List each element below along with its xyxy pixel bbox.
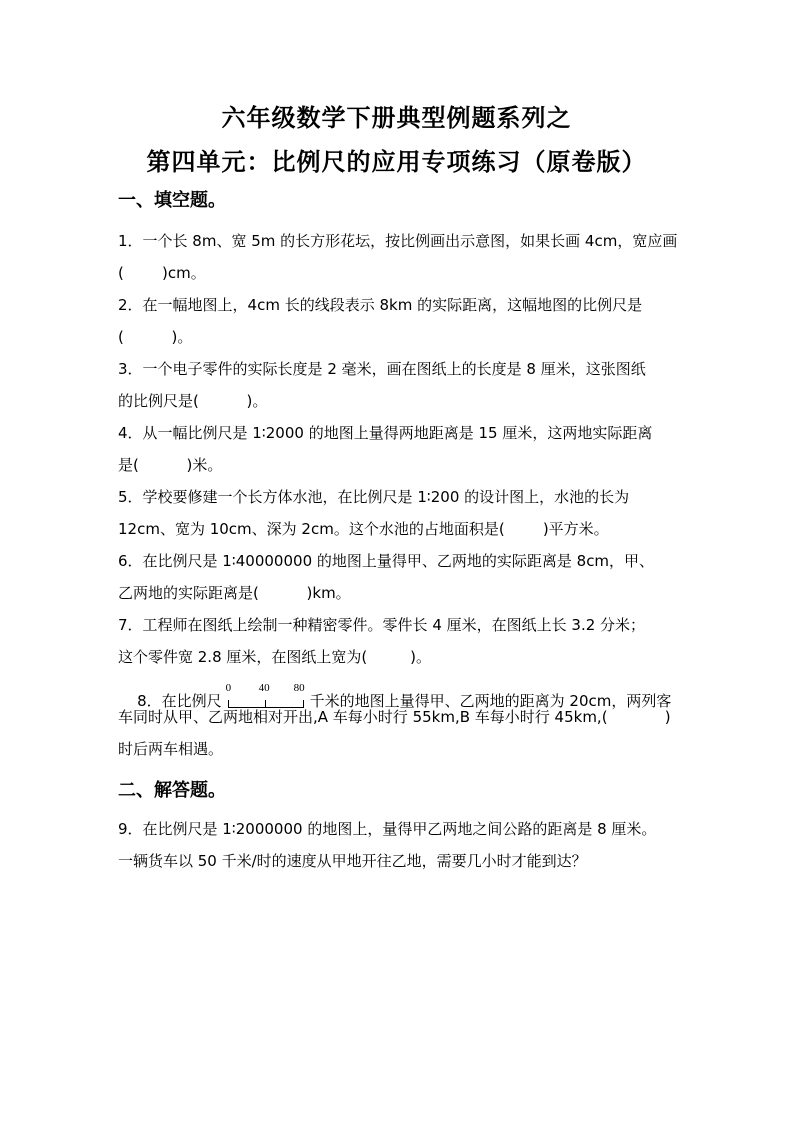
question-9-line-2: 一辆货车以 50 千米/时的速度从甲地开往乙地，需要几小时才能到达？: [118, 852, 587, 870]
question-1-line-1: 1．一个长 8m、宽 5m 的长方形花坛，按比例画出示意图，如果长画 4cm，宽应画: [118, 232, 678, 250]
scale-label-0: 0: [225, 682, 232, 694]
question-9-line-1: 9．在比例尺是 1∶2000000 的地图上，量得甲乙两地之间公路的距离是 8 厘米。: [118, 820, 657, 838]
question-4-line-1: 4．从一幅比例尺是 1∶2000 的地图上量得两地距离是 15 厘米，这两地实际距离: [118, 424, 653, 442]
question-6-line-1: 6．在比例尺是 1∶40000000 的地图上量得甲、乙两地的实际距离是 8cm，甲、: [118, 552, 655, 570]
question-5-line-1: 5．学校要修建一个长方体水池，在比例尺是 1∶200 的设计图上，水池的长为: [118, 488, 630, 506]
question-8-prefix: 8．在比例尺: [137, 692, 222, 710]
question-3-line-2: 的比例尺是( )。: [118, 392, 268, 410]
document-subtitle: 第四单元：比例尺的应用专项练习（原卷版）: [146, 148, 647, 176]
scale-label-40: 40: [258, 682, 270, 694]
document-title: 六年级数学下册典型例题系列之: [221, 104, 572, 132]
question-7-line-1: 7．工程师在图纸上绘制一种精密零件。零件长 4 厘米，在图纸上长 3.2 分米；: [118, 616, 646, 634]
question-8-line-3: 时后两车相遇。: [118, 740, 224, 758]
scale-label-80: 80: [293, 682, 305, 694]
question-5-line-2: 12cm、宽为 10cm、深为 2cm。这个水池的占地面积是( )平方米。: [118, 520, 609, 538]
question-8-line-2: 车同时从甲、乙两地相对开出,A 车每小时行 55km,B 车每小时行 45km,( ): [118, 708, 671, 726]
question-3-line-1: 3．一个电子零件的实际长度是 2 毫米，画在图纸上的长度是 8 厘米，这张图纸: [118, 360, 646, 378]
question-6-line-2: 乙两地的实际距离是( )km。: [118, 584, 351, 602]
question-8-suffix: 千米的地图上量得甲、乙两地的距离为 20cm，两列客: [309, 692, 672, 710]
section-heading-fill-blank: 一、填空题。: [118, 190, 226, 211]
question-2-line-1: 2．在一幅地图上，4cm 长的线段表示 8km 的实际距离，这幅地图的比例尺是: [118, 296, 643, 314]
section-heading-solve: 二、解答题。: [118, 780, 226, 801]
question-4-line-2: 是( )米。: [118, 456, 223, 474]
question-1-line-2: ( )cm。: [118, 264, 206, 282]
question-7-line-2: 这个零件宽 2.8 厘米，在图纸上宽为( )。: [118, 648, 432, 666]
question-2-line-2: ( )。: [118, 328, 193, 346]
